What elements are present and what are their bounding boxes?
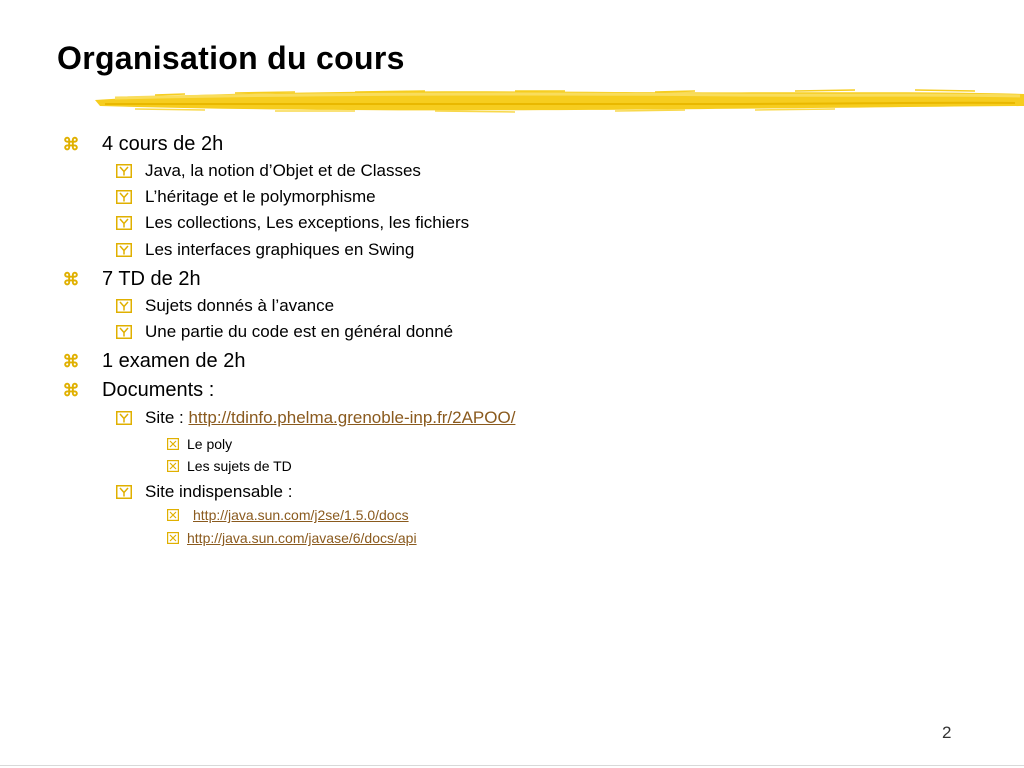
course-site-link[interactable]: http://tdinfo.phelma.grenoble-inp.fr/2APOO/	[188, 408, 516, 427]
list-item-text: Documents :	[102, 379, 215, 401]
list-item-text: Site :	[145, 408, 189, 427]
list-item	[116, 296, 334, 316]
list-item-text: Le poly	[187, 436, 233, 452]
list-item	[116, 482, 292, 502]
list-item	[116, 161, 421, 181]
checkbox-y-icon	[116, 485, 132, 499]
list-item	[116, 240, 414, 260]
list-item-text: Les sujets de TD	[187, 458, 292, 474]
list-item-text: Les interfaces graphiques en Swing	[145, 240, 415, 259]
command-key-icon: ⌘	[62, 351, 80, 371]
list-item-text: 4 cours de 2h	[102, 133, 224, 155]
bottom-divider	[0, 765, 1024, 766]
list-item	[116, 213, 469, 233]
list-item-text: Sujets donnés à l’avance	[145, 296, 335, 315]
command-key-icon: ⌘	[62, 380, 80, 400]
checkbox-y-icon	[116, 216, 132, 230]
list-item-text: 1 examen de 2h	[102, 350, 246, 372]
checkbox-x-icon	[167, 438, 179, 450]
list-item	[167, 507, 409, 523]
list-item-text: Java, la notion d’Objet et de Classes	[145, 161, 421, 180]
command-key-icon: ⌘	[62, 134, 80, 154]
list-item-text: Site indispensable :	[145, 482, 293, 501]
list-item	[63, 268, 201, 291]
list-item	[167, 436, 232, 452]
checkbox-x-icon	[167, 460, 179, 472]
checkbox-y-icon	[116, 411, 132, 425]
list-item	[116, 187, 376, 207]
list-item-text: 7 TD de 2h	[102, 268, 201, 290]
javase-api-link[interactable]: http://java.sun.com/javase/6/docs/api	[187, 530, 417, 546]
list-item	[63, 133, 223, 156]
slide-title: Organisation du cours	[57, 40, 405, 76]
list-item	[167, 530, 417, 546]
checkbox-x-icon	[167, 532, 179, 544]
list-item	[116, 322, 453, 342]
checkbox-x-icon	[167, 509, 179, 521]
list-item	[63, 379, 214, 402]
checkbox-y-icon	[116, 164, 132, 178]
j2se-docs-link[interactable]: http://java.sun.com/j2se/1.5.0/docs	[193, 507, 409, 523]
checkbox-y-icon	[116, 190, 132, 204]
command-key-icon: ⌘	[62, 269, 80, 289]
checkbox-y-icon	[116, 299, 132, 313]
list-item-text: L’héritage et le polymorphisme	[145, 187, 376, 206]
list-item-text: Une partie du code est en général donné	[145, 322, 454, 341]
checkbox-y-icon	[116, 243, 132, 257]
list-item	[63, 350, 245, 373]
checkbox-y-icon	[116, 325, 132, 339]
list-item	[116, 408, 515, 428]
list-item-text: Les collections, Les exceptions, les fichiers	[145, 213, 470, 232]
list-item	[167, 458, 292, 474]
page-number: 2	[942, 723, 952, 742]
